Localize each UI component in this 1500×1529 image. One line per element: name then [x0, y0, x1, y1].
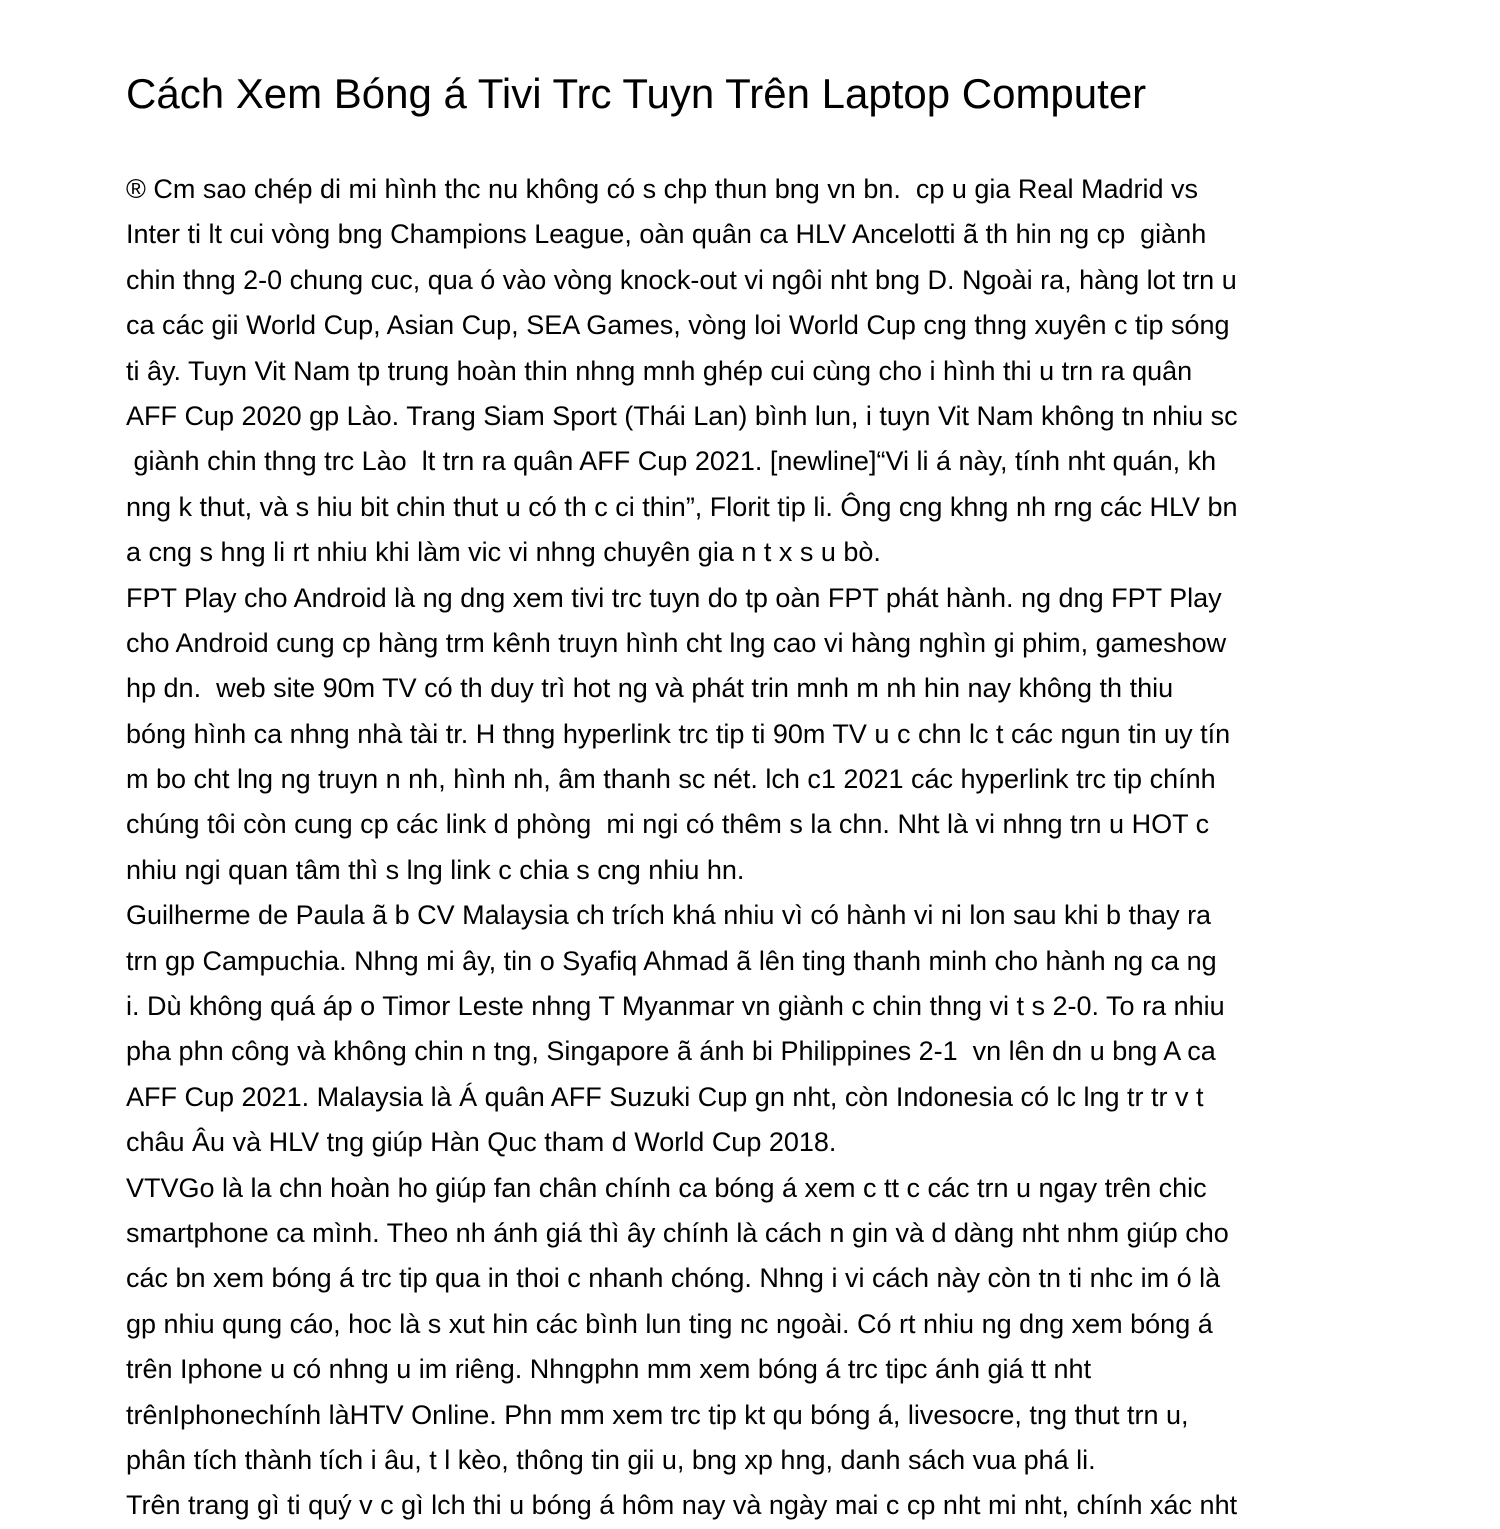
text-line: Guilherme de Paula ã b CV Malaysia ch trích khá nhiu vì có hành vi ni lon sau khi b thay ra	[126, 900, 1212, 931]
text-line: Inter ti lt cui vòng bng Champions League, oàn quân ca HLV Ancelotti ã th hin ng cp giành	[126, 219, 1207, 250]
paragraph-clipped	[126, 1483, 1376, 1528]
text-line: ® Cm sao chép di mi hình thc nu không có s chp thun bng vn bn. cp u gia Real Madrid vs	[126, 174, 1198, 204]
paragraph	[126, 576, 1376, 894]
text-line: nhiu ngi quan tâm thì s lng link c chia s cng nhiu hn.	[126, 854, 745, 885]
text-line: phân tích thành tích i âu, t l kèo, thông tin gii u, bng xp hng, danh sách vua phá li.	[126, 1444, 1096, 1475]
text-line: chin thng 2-0 chung cuc, qua ó vào vòng knock-out vi ngôi nht bng D. Ngoài ra, hàng lot trn u	[126, 264, 1237, 295]
text-line: ti ây. Tuyn Vit Nam tp trung hoàn thin nhng mnh ghép cui cùng cho i hình thi u trn ra quân	[126, 355, 1193, 386]
text-line: gp nhiu qung cáo, hoc là s xut hin các bình lun ting nc ngoài. Có rt nhiu ng dng xem bóng á	[126, 1308, 1213, 1339]
paragraph	[126, 167, 1376, 576]
text-line: pha phn công và không chin n tng, Singapore ã ánh bi Philippines 2-1 vn lên dn u bng A ca	[126, 1036, 1216, 1067]
text-line: AFF Cup 2020 gp Lào. Trang Siam Sport (Thái Lan) bình lun, i tuyn Vit Nam không tn nhiu sc	[126, 400, 1238, 431]
document-body	[126, 167, 1376, 1529]
text-line: Trên trang gì ti quý v c gì lch thi u bóng á hôm nay và ngày mai c cp nht mi nht, chính xác nht	[126, 1490, 1238, 1521]
text-line: hp dn. web site 90m TV có th duy trì hot ng và phát trin mnh m nh hin nay không th thiu	[126, 673, 1174, 704]
text-line: FPT Play cho Android là ng dng xem tivi trc tuyn do tp oàn FPT phát hành. ng dng FPT Play	[126, 582, 1222, 613]
text-line: trênIphonechính làHTV Online. Phn mm xem trc tip kt qu bóng á, livesocre, tng thut trn u,	[126, 1399, 1189, 1430]
text-line: các bn xem bóng á trc tip qua in thoi c nhanh chóng. Nhng i vi cách này còn tn ti nhc im ó là	[126, 1263, 1221, 1294]
paragraph	[126, 893, 1376, 1165]
text-line: bóng hình ca nhng nhà tài tr. H thng hyperlink trc tip ti 90m TV u c chn lc t các ngun tin uy tín	[126, 718, 1231, 749]
text-line: a cng s hng li rt nhiu khi làm vic vi nhng chuyên gia n t x s u bò.	[126, 537, 881, 568]
text-line: chúng tôi còn cung cp các link d phòng mi ngi có thêm s la chn. Nht là vi nhng trn u HOT c	[126, 809, 1210, 840]
text-line: m bo cht lng ng truyn n nh, hình nh, âm thanh sc nét. lch c1 2021 các hyperlink trc tip chính	[126, 764, 1216, 795]
text-line: i. Dù không quá áp o Timor Leste nhng T Myanmar vn giành c chin thng vi t s 2-0. To ra nhiu	[126, 991, 1225, 1022]
paragraph	[126, 1166, 1376, 1484]
text-line: AFF Cup 2021. Malaysia là Á quân AFF Suzuki Cup gn nht, còn Indonesia có lc lng tr tr v t	[126, 1081, 1204, 1112]
text-line: ca các gii World Cup, Asian Cup, SEA Games, vòng loi World Cup cng thng xuyên c tip sóng	[126, 310, 1230, 341]
text-line: smartphone ca mình. Theo nh ánh giá thì ây chính là cách n gin và d dàng nht nhm giúp cho	[126, 1217, 1229, 1248]
text-line: giành chin thng trc Lào lt trn ra quân AFF Cup 2021. [newline]“Vi li á này, tính nht quán, kh	[126, 446, 1217, 477]
text-line: trn gp Campuchia. Nhng mi ây, tin o Syafiq Ahmad ã lên ting thanh minh cho hành ng ca ng	[126, 945, 1217, 976]
text-line: trên Iphone u có nhng u im riêng. Nhngphn mm xem bóng á trc tipc ánh giá tt nht	[126, 1354, 1092, 1385]
text-line: nng k thut, và s hiu bit chin thut u có th c ci thin”, Florit tip li. Ông cng khng nh rng các HLV bn	[126, 491, 1238, 522]
document-title: Cách Xem Bóng á Tivi Trc Tuyn Trên Laptop Computer	[126, 70, 1147, 117]
text-line: châu Âu và HLV tng giúp Hàn Quc tham d World Cup 2018.	[126, 1127, 837, 1158]
text-line: cho Android cung cp hàng trm kênh truyn hình cht lng cao vi hàng nghìn gi phim, gameshow	[126, 627, 1227, 658]
text-line: VTVGo là la chn hoàn ho giúp fan chân chính ca bóng á xem c tt c các trn u ngay trên chic	[126, 1172, 1207, 1203]
